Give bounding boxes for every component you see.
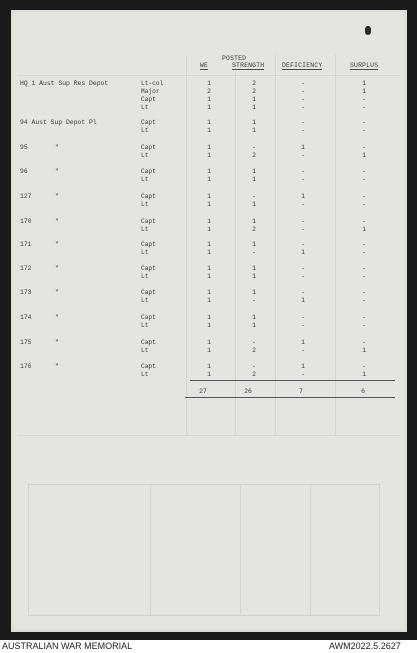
surplus-value: 1 — [362, 226, 366, 233]
deficiency-value: - — [301, 152, 305, 159]
surplus-value: - — [362, 339, 366, 346]
we-value: 1 — [207, 96, 211, 103]
total-we: 27 — [199, 388, 207, 395]
we-value: 1 — [207, 104, 211, 111]
rank-label: Lt — [141, 297, 149, 304]
strength-value: - — [252, 193, 256, 200]
surplus-value: - — [362, 201, 366, 208]
deficiency-value: - — [301, 119, 305, 126]
unit-name: HQ 1 Aust Sup Res Depot — [20, 80, 109, 87]
rank-label: Capt — [141, 218, 156, 225]
rank-label: Lt — [141, 152, 149, 159]
column-header-strength: STRENGTH — [232, 62, 265, 69]
deficiency-value: 1 — [301, 193, 305, 200]
strength-value: 1 — [252, 218, 256, 225]
deficiency-value: - — [301, 265, 305, 272]
faint-column-line — [310, 484, 311, 614]
rank-label: Lt — [141, 347, 149, 354]
rank-label: Capt — [141, 119, 156, 126]
surplus-value: - — [362, 96, 366, 103]
we-value: 1 — [207, 249, 211, 256]
unit-name: 171 — [20, 241, 32, 248]
rank-label: Capt — [141, 339, 156, 346]
surplus-value: - — [362, 104, 366, 111]
we-value: 1 — [207, 289, 211, 296]
rank-label: Capt — [141, 289, 156, 296]
deficiency-value: - — [301, 241, 305, 248]
we-value: 1 — [207, 322, 211, 329]
rank-label: Capt — [141, 241, 156, 248]
deficiency-value: - — [301, 218, 305, 225]
deficiency-value: - — [301, 168, 305, 175]
rank-label: Lt — [141, 104, 149, 111]
we-value: 1 — [207, 347, 211, 354]
faint-column-line — [186, 55, 187, 435]
deficiency-value: - — [301, 104, 305, 111]
deficiency-value: - — [301, 347, 305, 354]
unit-name: 174 — [20, 314, 32, 321]
strength-value: 1 — [252, 119, 256, 126]
we-value: 1 — [207, 218, 211, 225]
total-deficiency: 7 — [299, 388, 303, 395]
surplus-value: 1 — [362, 347, 366, 354]
rank-label: Lt — [141, 249, 149, 256]
deficiency-value: - — [301, 201, 305, 208]
surplus-value: 1 — [362, 152, 366, 159]
strength-value: 1 — [252, 241, 256, 248]
rank-label: Capt — [141, 193, 156, 200]
total-rule-bottom — [185, 397, 395, 398]
strength-value: 2 — [252, 347, 256, 354]
rank-label: Capt — [141, 363, 156, 370]
column-header-deficiency: DEFICIENCY — [282, 62, 323, 69]
surplus-value: - — [362, 168, 366, 175]
strength-value: 1 — [252, 201, 256, 208]
deficiency-value: 1 — [301, 249, 305, 256]
ditto-mark: " — [55, 289, 59, 296]
strength-value: - — [252, 144, 256, 151]
strength-value: 2 — [252, 88, 256, 95]
surplus-value: - — [362, 119, 366, 126]
deficiency-value: - — [301, 176, 305, 183]
surplus-value: - — [362, 297, 366, 304]
we-value: 1 — [207, 273, 211, 280]
strength-value: 1 — [252, 168, 256, 175]
we-value: 1 — [207, 201, 211, 208]
deficiency-value: - — [301, 88, 305, 95]
ditto-mark: " — [55, 363, 59, 370]
surplus-value: 1 — [362, 88, 366, 95]
deficiency-value: - — [301, 226, 305, 233]
column-header-surplus: SURPLUS — [350, 62, 379, 69]
ditto-mark: " — [55, 265, 59, 272]
deficiency-value: 1 — [301, 363, 305, 370]
rank-label: Lt — [141, 201, 149, 208]
unit-name: 94 Aust Sup Depot Pl — [20, 119, 97, 126]
strength-value: 1 — [252, 289, 256, 296]
strength-value: 1 — [252, 176, 256, 183]
rank-label: Capt — [141, 168, 156, 175]
bleed-through-table — [28, 484, 380, 616]
surplus-value: - — [362, 176, 366, 183]
unit-name: 96 — [20, 168, 28, 175]
we-value: 1 — [207, 168, 211, 175]
we-value: 1 — [207, 226, 211, 233]
rank-label: Lt — [141, 322, 149, 329]
we-value: 1 — [207, 363, 211, 370]
unit-name: 170 — [20, 218, 32, 225]
we-value: 2 — [207, 88, 211, 95]
faint-column-line — [235, 55, 236, 435]
we-value: 1 — [207, 193, 211, 200]
deficiency-value: - — [301, 127, 305, 134]
total-strength: 26 — [244, 388, 252, 395]
deficiency-value: 1 — [301, 144, 305, 151]
surplus-value: - — [362, 249, 366, 256]
ditto-mark: " — [55, 218, 59, 225]
footer-accession-number: AWM2022.5.2627 — [329, 641, 401, 651]
rank-label: Lt — [141, 273, 149, 280]
column-header-we: WE — [200, 62, 209, 69]
faint-column-line — [240, 484, 241, 614]
strength-value: 2 — [252, 80, 256, 87]
we-value: 1 — [207, 119, 211, 126]
strength-value: 1 — [252, 314, 256, 321]
ditto-mark: " — [55, 168, 59, 175]
surplus-value: - — [362, 363, 366, 370]
rank-label: Lt — [141, 176, 149, 183]
rank-label: Lt — [141, 371, 149, 378]
we-value: 1 — [207, 371, 211, 378]
strength-value: - — [252, 363, 256, 370]
strength-value: 1 — [252, 322, 256, 329]
we-value: 1 — [207, 144, 211, 151]
we-value: 1 — [207, 152, 211, 159]
deficiency-value: - — [301, 96, 305, 103]
strength-value: 1 — [252, 96, 256, 103]
deficiency-value: - — [301, 371, 305, 378]
faint-column-line — [335, 55, 336, 435]
rank-label: Capt — [141, 314, 156, 321]
surplus-value: 1 — [362, 80, 366, 87]
surplus-value: - — [362, 241, 366, 248]
ditto-mark: " — [55, 144, 59, 151]
deficiency-value: - — [301, 80, 305, 87]
surplus-value: - — [362, 273, 366, 280]
we-value: 1 — [207, 314, 211, 321]
surplus-value: - — [362, 289, 366, 296]
surplus-value: - — [362, 193, 366, 200]
strength-value: - — [252, 249, 256, 256]
strength-value: 1 — [252, 265, 256, 272]
unit-name: 175 — [20, 339, 32, 346]
rank-label: Lt — [141, 226, 149, 233]
rank-label: Major — [141, 88, 160, 95]
rank-label: Capt — [141, 96, 156, 103]
we-value: 1 — [207, 265, 211, 272]
ditto-mark: " — [55, 339, 59, 346]
rank-label: Capt — [141, 265, 156, 272]
strength-value: 1 — [252, 273, 256, 280]
we-value: 1 — [207, 297, 211, 304]
ditto-mark: " — [55, 314, 59, 321]
strength-value: 2 — [252, 371, 256, 378]
deficiency-value: 1 — [301, 339, 305, 346]
deficiency-value: - — [301, 289, 305, 296]
strength-value: 1 — [252, 104, 256, 111]
ditto-mark: " — [55, 193, 59, 200]
strength-value: 2 — [252, 226, 256, 233]
deficiency-value: - — [301, 314, 305, 321]
we-value: 1 — [207, 241, 211, 248]
surplus-value: - — [362, 322, 366, 329]
strength-value: 2 — [252, 152, 256, 159]
unit-name: 172 — [20, 265, 32, 272]
we-value: 1 — [207, 339, 211, 346]
footer-institution: AUSTRALIAN WAR MEMORIAL — [2, 641, 133, 651]
surplus-value: - — [362, 127, 366, 134]
faint-rule — [18, 75, 400, 76]
unit-name: 173 — [20, 289, 32, 296]
ditto-mark: " — [55, 241, 59, 248]
rank-label: Capt — [141, 144, 156, 151]
deficiency-value: 1 — [301, 297, 305, 304]
unit-name: 95 — [20, 144, 28, 151]
surplus-value: 1 — [362, 371, 366, 378]
posted-label: POSTED — [222, 55, 247, 62]
unit-name: 176 — [20, 363, 32, 370]
we-value: 1 — [207, 80, 211, 87]
strength-value: 1 — [252, 127, 256, 134]
deficiency-value: - — [301, 273, 305, 280]
we-value: 1 — [207, 127, 211, 134]
we-value: 1 — [207, 176, 211, 183]
rank-label: Lt-col — [141, 80, 164, 87]
total-rule-top — [190, 380, 395, 381]
surplus-value: - — [362, 144, 366, 151]
strength-value: - — [252, 339, 256, 346]
surplus-value: - — [362, 218, 366, 225]
surplus-value: - — [362, 265, 366, 272]
faint-rule — [18, 435, 400, 436]
unit-name: 127 — [20, 193, 32, 200]
surplus-value: - — [362, 314, 366, 321]
strength-value: - — [252, 297, 256, 304]
faint-column-line — [275, 55, 276, 435]
rank-label: Lt — [141, 127, 149, 134]
total-surplus: 6 — [361, 388, 365, 395]
punch-hole — [365, 26, 371, 35]
faint-column-line — [150, 484, 151, 614]
deficiency-value: - — [301, 322, 305, 329]
